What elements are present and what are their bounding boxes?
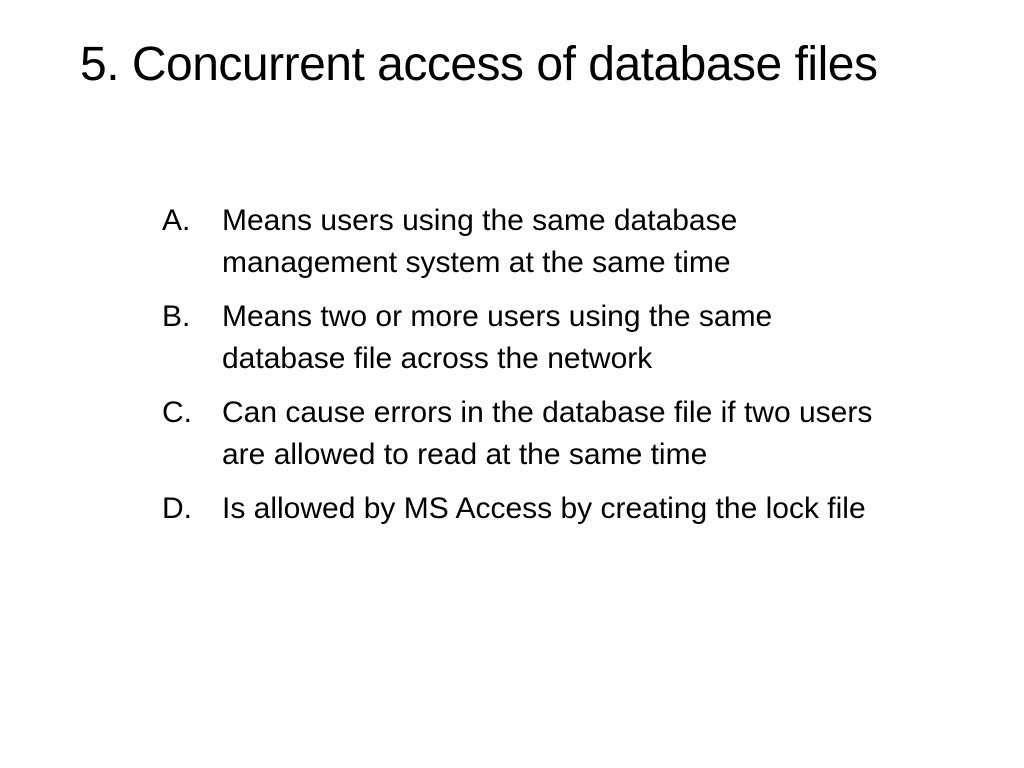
option-text-line: Is allowed by MS Access by creating the lock file: [222, 492, 866, 525]
option-text: [222, 488, 962, 530]
answer-option-b: [162, 296, 962, 380]
option-text-line: database file across the network: [222, 342, 653, 375]
option-text-line: Means users using the same database: [222, 204, 738, 237]
answer-option-d: [162, 488, 962, 530]
option-text-line: Means two or more users using the same: [222, 300, 773, 333]
option-text: [222, 296, 962, 380]
slide-title: 5. Concurrent access of database files: [80, 38, 878, 91]
option-letter: D.: [162, 492, 192, 525]
answer-options-list: [162, 200, 962, 542]
option-letter: B.: [162, 300, 191, 333]
option-text: [222, 200, 962, 284]
answer-option-a: [162, 200, 962, 284]
option-text-line: management system at the same time: [222, 246, 731, 279]
option-letter: C.: [162, 396, 192, 429]
option-text-line: Can cause errors in the database file if two users: [222, 396, 873, 429]
option-text: [222, 392, 962, 476]
option-text-line: are allowed to read at the same time: [222, 438, 708, 471]
answer-option-c: [162, 392, 962, 476]
option-letter: A.: [162, 204, 191, 237]
